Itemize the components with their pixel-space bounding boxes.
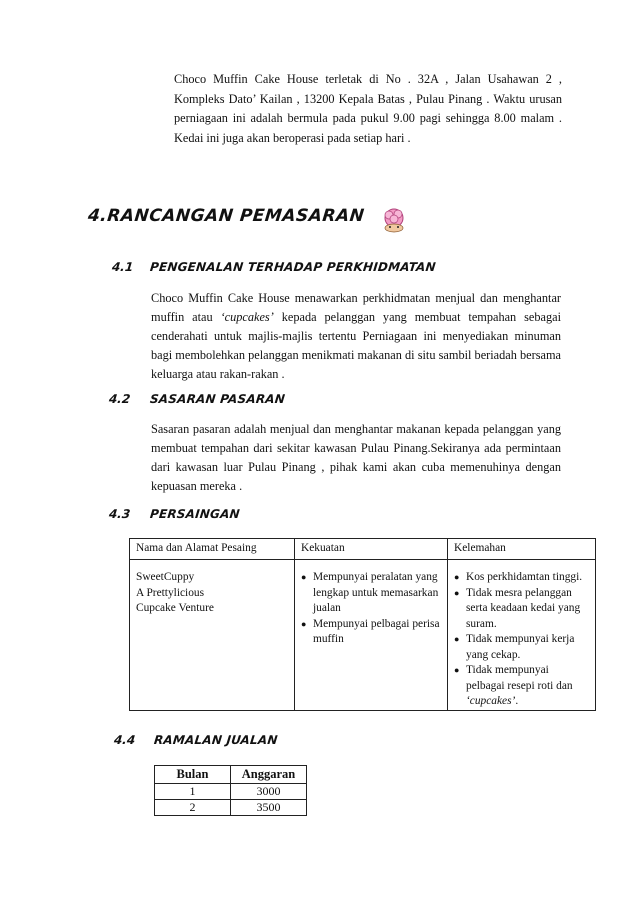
section-4-1-title: PENGENALAN TERHADAP PERKHIDMATAN <box>149 260 437 274</box>
weakness-text: Kos perkhidamtan tinggi. <box>466 571 583 583</box>
bullet-icon: ● <box>454 665 460 675</box>
list-item <box>301 617 441 648</box>
section-4-3-number: 4.3 <box>108 507 132 521</box>
weakness-text: Tidak mempunyai pelbagai resepi roti dan <box>466 664 573 692</box>
table-header-row <box>155 766 307 784</box>
estimate-cell: 3500 <box>231 800 307 816</box>
weakness-list <box>448 560 596 711</box>
table-row <box>155 800 307 816</box>
header-strengths: Kekuatan <box>295 539 448 560</box>
section-4-4-number: 4.4 <box>113 733 137 747</box>
month-cell: 2 <box>155 800 231 816</box>
intro-text: Choco Muffin Cake House terletak di No . 32A , Jalan Usahawan 2 , Kompleks Dato’ Kailan , 13200 Kepala Batas , Pulau Pinang . Waktu urusan perniagaan ini adalah bermula pada pukul 9.00 pagi sehingga 8.00 malam . Kedai ini juga akan beroperasi pada setiap hari . <box>174 72 562 145</box>
bullet-icon: ● <box>301 572 307 582</box>
month-cell: 1 <box>155 784 231 800</box>
weakness-text: Tidak mempunyai kerja yang cekap. <box>466 633 575 661</box>
section-4-2-number: 4.2 <box>108 392 132 406</box>
section-title: 4.RANCANGAN PEMASARAN <box>86 206 366 226</box>
sales-forecast-table <box>154 765 307 816</box>
section-4-3-title: PERSAINGAN <box>149 507 241 521</box>
strength-text: Mempunyai peralatan yang lengkap untuk memasarkan jualan <box>313 571 439 614</box>
intro-paragraph <box>174 70 562 148</box>
list-item <box>454 570 589 586</box>
competition-table <box>129 538 596 711</box>
bullet-icon: ● <box>454 587 460 598</box>
table-header-row <box>130 539 596 560</box>
estimate-cell: 3000 <box>231 784 307 800</box>
weakness-text-end: . <box>515 695 519 707</box>
bullet-icon: ● <box>454 634 460 644</box>
weakness-text-em: ‘cupcakes’ <box>466 695 516 707</box>
competitor-item: SweetCuppy <box>136 571 195 583</box>
competitor-item: A Prettylicious <box>136 586 205 599</box>
header-month: Bulan <box>155 766 231 784</box>
header-estimate: Anggaran <box>231 766 307 784</box>
list-item <box>454 663 589 710</box>
section-4-2-paragraph <box>151 420 561 496</box>
s41-text-after: kepada pelanggan yang membuat tempahan sebagai cenderahati untuk majlis-majlis tertentu Perniagaan ini menyediakan minuman bagi membolehkan pelanggan menikmati makanan di situ sambil beriadah bersama keluarga atau rakan-rakan . <box>151 310 561 381</box>
bullet-icon: ● <box>454 572 460 582</box>
bullet-icon: ● <box>301 618 307 629</box>
s42-text: Sasaran pasaran adalah menjual dan menghantar makanan kepada pelanggan yang membuat tempahan dari sekitar kawasan Pulau Pinang.Sekiranya ada permintaan dari kawasan luar Pulau Pinang , pihak kami akan cuba memenuhinya dengan kepuasan mereka . <box>151 422 561 493</box>
header-weaknesses: Kelemahan <box>448 539 596 560</box>
list-item <box>454 586 589 633</box>
list-item <box>454 632 589 663</box>
section-4-2-title: SASARAN PASARAN <box>149 392 286 406</box>
table-row <box>130 560 596 711</box>
header-name-address: Nama dan Alamat Pesaing <box>130 539 295 560</box>
s41-text-before: Choco Muffin Cake House menawarkan perkhidmatan menjual dan menghantar muffin atau <box>151 291 561 324</box>
list-item <box>301 570 441 617</box>
strength-list <box>295 560 448 711</box>
table-row <box>155 784 307 800</box>
section-4-1-number: 4.1 <box>111 260 135 274</box>
s41-text-em: ‘cupcakes’ <box>220 310 274 324</box>
weakness-text: Tidak mesra pelanggan serta keadaan kedai yang suram. <box>466 586 581 630</box>
section-4-4-title: RAMALAN JUALAN <box>153 733 279 747</box>
competitor-list <box>130 560 295 711</box>
flower-icon <box>378 207 410 233</box>
section-4-1-paragraph <box>151 289 561 384</box>
strength-text: Mempunyai pelbagai perisa muffin <box>313 617 440 645</box>
competitor-item: Cupcake Venture <box>136 602 214 614</box>
